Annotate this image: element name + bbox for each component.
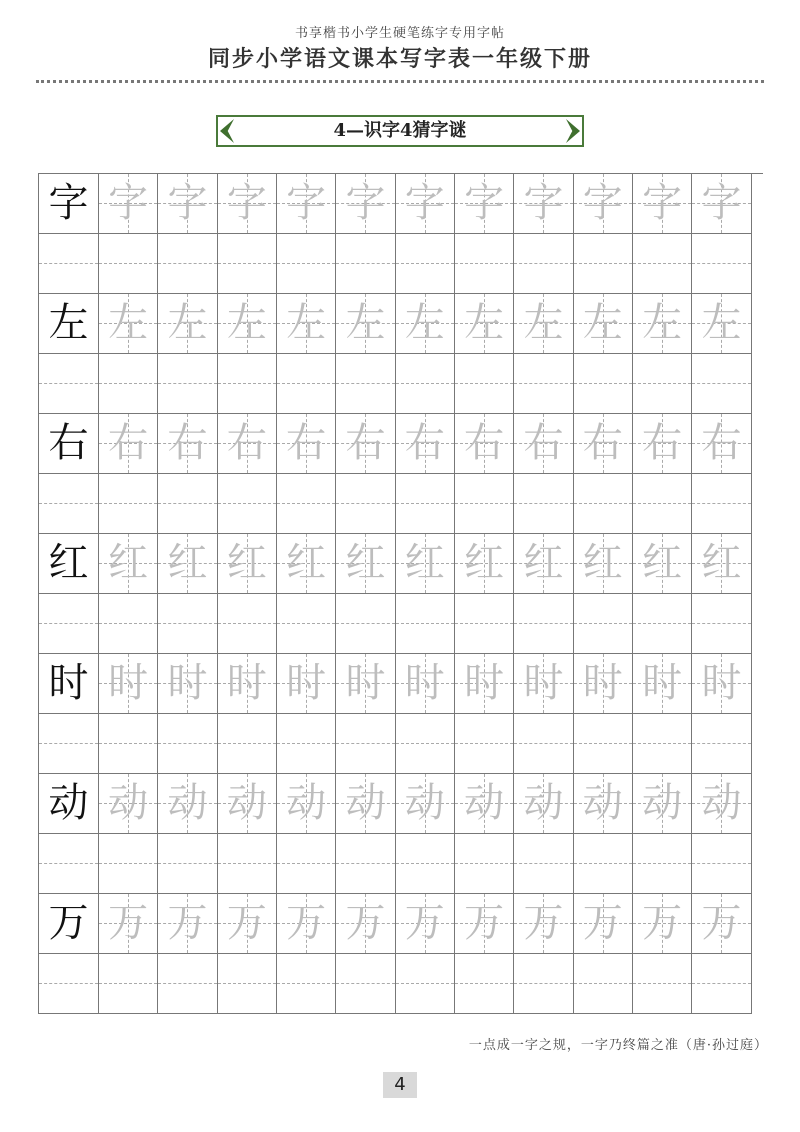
trace-character-cell[interactable] [574, 774, 633, 834]
lesson-title: 4—识字4猜字谜 [333, 120, 467, 141]
trace-character-cell[interactable] [218, 774, 277, 834]
blank-writing-cell[interactable] [633, 594, 692, 655]
blank-writing-cell[interactable] [574, 234, 633, 295]
trace-character-cell[interactable] [574, 294, 633, 354]
blank-writing-cell[interactable] [692, 954, 751, 1015]
trace-character-cell[interactable] [514, 294, 573, 354]
trace-character: 时 [523, 660, 564, 707]
trace-character-cell[interactable] [396, 534, 455, 594]
blank-writing-cell[interactable] [218, 354, 277, 415]
blank-writing-cell[interactable] [574, 594, 633, 655]
trace-character: 左 [345, 300, 386, 347]
trace-character-cell[interactable] [455, 414, 514, 474]
blank-writing-cell[interactable] [514, 954, 573, 1015]
trace-character-cell[interactable] [692, 294, 751, 354]
model-character: 时 [48, 660, 89, 707]
trace-character: 时 [108, 660, 149, 707]
trace-character: 万 [642, 900, 683, 947]
blank-writing-cell[interactable] [514, 234, 573, 295]
model-character-cell [39, 894, 99, 954]
character-row [39, 294, 763, 354]
trace-character: 左 [404, 300, 445, 347]
trace-character: 万 [582, 900, 623, 947]
blank-writing-cell[interactable] [633, 234, 692, 295]
trace-character: 右 [345, 420, 386, 467]
trace-character: 动 [226, 780, 267, 827]
trace-character: 时 [345, 660, 386, 707]
trace-character-cell[interactable] [692, 774, 751, 834]
blank-writing-cell[interactable] [396, 834, 455, 895]
blank-writing-cell[interactable] [158, 834, 217, 895]
trace-character: 时 [286, 660, 327, 707]
trace-character: 动 [286, 780, 327, 827]
trace-character-cell[interactable] [455, 774, 514, 834]
blank-writing-cell[interactable] [277, 834, 336, 895]
trace-character-cell[interactable] [633, 294, 692, 354]
trace-character: 红 [642, 540, 683, 587]
trace-character: 动 [345, 780, 386, 827]
trace-character-cell[interactable] [218, 174, 277, 234]
trace-character: 万 [701, 900, 742, 947]
trace-character: 字 [345, 180, 386, 227]
trace-character-cell[interactable] [692, 414, 751, 474]
blank-writing-cell[interactable] [277, 354, 336, 415]
trace-character: 万 [108, 900, 149, 947]
trace-character: 红 [345, 540, 386, 587]
trace-character: 左 [108, 300, 149, 347]
trace-character-cell[interactable] [277, 174, 336, 234]
model-character-cell [39, 294, 99, 354]
trace-character: 左 [523, 300, 564, 347]
trace-character: 红 [286, 540, 327, 587]
blank-practice-row [39, 474, 763, 535]
model-character-cell [39, 774, 99, 834]
blank-writing-cell[interactable] [692, 474, 751, 535]
trace-character: 万 [523, 900, 564, 947]
blank-writing-cell[interactable] [455, 234, 514, 295]
blank-writing-cell[interactable] [336, 594, 395, 655]
trace-character: 右 [226, 420, 267, 467]
trace-character-cell[interactable] [692, 894, 751, 954]
trace-character-cell[interactable] [99, 654, 158, 714]
trace-character-cell[interactable] [218, 894, 277, 954]
trace-character-cell[interactable] [277, 294, 336, 354]
trace-character-cell[interactable] [158, 654, 217, 714]
character-row [39, 654, 763, 714]
trace-character-cell[interactable] [158, 894, 217, 954]
model-character: 右 [48, 420, 89, 467]
blank-writing-cell[interactable] [574, 954, 633, 1015]
blank-writing-cell[interactable] [514, 714, 573, 775]
page-title: 同步小学语文课本写字表一年级下册 [207, 46, 592, 72]
trace-character: 万 [226, 900, 267, 947]
trace-character-cell[interactable] [633, 174, 692, 234]
trace-character: 左 [286, 300, 327, 347]
model-character: 红 [48, 540, 89, 587]
trace-character-cell[interactable] [336, 414, 395, 474]
trace-character: 右 [404, 420, 445, 467]
blank-writing-cell[interactable] [396, 954, 455, 1015]
trace-character: 红 [167, 540, 208, 587]
blank-writing-cell[interactable] [455, 714, 514, 775]
blank-writing-cell[interactable] [99, 234, 158, 295]
trace-character: 右 [286, 420, 327, 467]
trace-character-cell[interactable] [633, 654, 692, 714]
trace-character: 时 [167, 660, 208, 707]
trace-character: 红 [523, 540, 564, 587]
blank-writing-cell[interactable] [39, 954, 99, 1015]
blank-writing-cell[interactable] [158, 714, 217, 775]
blank-writing-cell[interactable] [39, 594, 99, 655]
blank-writing-cell[interactable] [692, 594, 751, 655]
blank-writing-cell[interactable] [574, 474, 633, 535]
trace-character: 右 [464, 420, 505, 467]
blank-writing-cell[interactable] [514, 354, 573, 415]
trace-character-cell[interactable] [99, 414, 158, 474]
blank-practice-row [39, 714, 763, 775]
trace-character-cell[interactable] [574, 414, 633, 474]
character-row [39, 174, 763, 234]
trace-character-cell[interactable] [455, 894, 514, 954]
trace-character-cell[interactable] [514, 414, 573, 474]
trace-character-cell[interactable] [396, 894, 455, 954]
trace-character: 时 [226, 660, 267, 707]
blank-writing-cell[interactable] [99, 594, 158, 655]
blank-writing-cell[interactable] [99, 954, 158, 1015]
blank-writing-cell[interactable] [514, 474, 573, 535]
trace-character: 右 [523, 420, 564, 467]
blank-writing-cell[interactable] [633, 714, 692, 775]
trace-character-cell[interactable] [336, 294, 395, 354]
header-divider [36, 80, 764, 83]
blank-writing-cell[interactable] [336, 354, 395, 415]
blank-writing-cell[interactable] [218, 234, 277, 295]
blank-writing-cell[interactable] [633, 474, 692, 535]
character-row [39, 894, 763, 954]
trace-character-cell[interactable] [455, 294, 514, 354]
trace-character-cell[interactable] [514, 654, 573, 714]
trace-character-cell[interactable] [158, 534, 217, 594]
trace-character-cell[interactable] [158, 774, 217, 834]
blank-writing-cell[interactable] [277, 594, 336, 655]
trace-character: 动 [464, 780, 505, 827]
trace-character-cell[interactable] [692, 534, 751, 594]
trace-character-cell[interactable] [218, 294, 277, 354]
blank-writing-cell[interactable] [158, 354, 217, 415]
banner-left-arrow-icon [220, 119, 234, 143]
trace-character: 字 [523, 180, 564, 227]
character-row [39, 534, 763, 594]
banner-right-arrow-icon [566, 119, 580, 143]
model-character: 万 [48, 900, 89, 947]
blank-writing-cell[interactable] [396, 234, 455, 295]
blank-writing-cell[interactable] [218, 954, 277, 1015]
trace-character: 时 [464, 660, 505, 707]
trace-character: 时 [642, 660, 683, 707]
blank-writing-cell[interactable] [455, 834, 514, 895]
blank-writing-cell[interactable] [574, 714, 633, 775]
trace-character-cell[interactable] [455, 534, 514, 594]
blank-writing-cell[interactable] [692, 834, 751, 895]
trace-character: 字 [108, 180, 149, 227]
blank-writing-cell[interactable] [158, 234, 217, 295]
blank-writing-cell[interactable] [99, 474, 158, 535]
trace-character-cell[interactable] [158, 294, 217, 354]
trace-character-cell[interactable] [158, 414, 217, 474]
lesson-banner [216, 115, 584, 147]
blank-writing-cell[interactable] [218, 714, 277, 775]
blank-practice-row [39, 354, 763, 415]
blank-writing-cell[interactable] [218, 834, 277, 895]
blank-writing-cell[interactable] [99, 354, 158, 415]
model-character: 左 [48, 300, 89, 347]
trace-character: 红 [226, 540, 267, 587]
blank-practice-row [39, 594, 763, 655]
trace-character-cell[interactable] [99, 294, 158, 354]
blank-writing-cell[interactable] [218, 474, 277, 535]
trace-character: 动 [582, 780, 623, 827]
trace-character-cell[interactable] [99, 774, 158, 834]
blank-writing-cell[interactable] [514, 834, 573, 895]
trace-character: 字 [226, 180, 267, 227]
trace-character: 字 [582, 180, 623, 227]
blank-writing-cell[interactable] [277, 474, 336, 535]
trace-character: 右 [642, 420, 683, 467]
trace-character-cell[interactable] [277, 414, 336, 474]
trace-character: 字 [286, 180, 327, 227]
blank-practice-row [39, 234, 763, 295]
trace-character: 红 [464, 540, 505, 587]
trace-character-cell[interactable] [396, 294, 455, 354]
blank-writing-cell[interactable] [396, 594, 455, 655]
blank-writing-cell[interactable] [336, 234, 395, 295]
trace-character-cell[interactable] [633, 774, 692, 834]
blank-writing-cell[interactable] [39, 474, 99, 535]
trace-character-cell[interactable] [396, 174, 455, 234]
trace-character: 万 [404, 900, 445, 947]
blank-writing-cell[interactable] [692, 714, 751, 775]
trace-character-cell[interactable] [336, 894, 395, 954]
trace-character-cell[interactable] [574, 894, 633, 954]
blank-writing-cell[interactable] [633, 954, 692, 1015]
trace-character-cell[interactable] [99, 174, 158, 234]
trace-character: 左 [226, 300, 267, 347]
trace-character: 右 [167, 420, 208, 467]
blank-writing-cell[interactable] [39, 234, 99, 295]
trace-character-cell[interactable] [218, 414, 277, 474]
model-character-cell [39, 414, 99, 474]
trace-character-cell[interactable] [455, 174, 514, 234]
blank-writing-cell[interactable] [39, 834, 99, 895]
trace-character: 动 [108, 780, 149, 827]
trace-character: 左 [701, 300, 742, 347]
blank-writing-cell[interactable] [336, 954, 395, 1015]
trace-character-cell[interactable] [514, 174, 573, 234]
blank-writing-cell[interactable] [158, 594, 217, 655]
character-row [39, 774, 763, 834]
trace-character: 动 [523, 780, 564, 827]
blank-writing-cell[interactable] [277, 234, 336, 295]
trace-character: 红 [701, 540, 742, 587]
blank-writing-cell[interactable] [455, 474, 514, 535]
blank-writing-cell[interactable] [514, 594, 573, 655]
blank-writing-cell[interactable] [158, 954, 217, 1015]
trace-character-cell[interactable] [336, 774, 395, 834]
blank-writing-cell[interactable] [218, 594, 277, 655]
blank-writing-cell[interactable] [692, 234, 751, 295]
model-character: 字 [48, 180, 89, 227]
trace-character: 红 [108, 540, 149, 587]
trace-character-cell[interactable] [692, 174, 751, 234]
blank-writing-cell[interactable] [455, 954, 514, 1015]
trace-character: 左 [464, 300, 505, 347]
blank-practice-row [39, 954, 763, 1015]
trace-character-cell[interactable] [514, 774, 573, 834]
trace-character-cell[interactable] [277, 774, 336, 834]
blank-writing-cell[interactable] [574, 834, 633, 895]
trace-character: 时 [701, 660, 742, 707]
trace-character: 红 [404, 540, 445, 587]
trace-character-cell[interactable] [633, 534, 692, 594]
trace-character-cell[interactable] [277, 894, 336, 954]
trace-character: 时 [404, 660, 445, 707]
trace-character-cell[interactable] [574, 654, 633, 714]
trace-character: 左 [642, 300, 683, 347]
trace-character: 字 [404, 180, 445, 227]
trace-character: 左 [582, 300, 623, 347]
blank-writing-cell[interactable] [277, 954, 336, 1015]
page-number: 4 [383, 1072, 417, 1098]
trace-character-cell[interactable] [158, 174, 217, 234]
trace-character-cell[interactable] [277, 534, 336, 594]
trace-character: 万 [345, 900, 386, 947]
model-character-cell [39, 654, 99, 714]
blank-writing-cell[interactable] [277, 714, 336, 775]
trace-character-cell[interactable] [514, 534, 573, 594]
trace-character-cell[interactable] [514, 894, 573, 954]
blank-writing-cell[interactable] [396, 354, 455, 415]
trace-character: 万 [167, 900, 208, 947]
trace-character-cell[interactable] [99, 894, 158, 954]
trace-character-cell[interactable] [633, 894, 692, 954]
trace-character: 字 [701, 180, 742, 227]
blank-writing-cell[interactable] [99, 714, 158, 775]
model-character-cell [39, 534, 99, 594]
trace-character-cell[interactable] [692, 654, 751, 714]
blank-writing-cell[interactable] [396, 714, 455, 775]
blank-writing-cell[interactable] [336, 474, 395, 535]
blank-writing-cell[interactable] [455, 594, 514, 655]
trace-character: 万 [464, 900, 505, 947]
blank-writing-cell[interactable] [396, 474, 455, 535]
blank-writing-cell[interactable] [39, 354, 99, 415]
trace-character: 右 [701, 420, 742, 467]
blank-practice-row [39, 834, 763, 895]
trace-character: 左 [167, 300, 208, 347]
trace-character: 字 [167, 180, 208, 227]
blank-writing-cell[interactable] [692, 354, 751, 415]
trace-character-cell[interactable] [396, 654, 455, 714]
trace-character: 动 [167, 780, 208, 827]
trace-character-cell[interactable] [633, 414, 692, 474]
trace-character-cell[interactable] [455, 654, 514, 714]
trace-character-cell[interactable] [277, 654, 336, 714]
practice-grid [38, 173, 763, 1014]
trace-character: 右 [582, 420, 623, 467]
blank-writing-cell[interactable] [99, 834, 158, 895]
blank-writing-cell[interactable] [574, 354, 633, 415]
trace-character-cell[interactable] [574, 174, 633, 234]
trace-character-cell[interactable] [218, 534, 277, 594]
model-character: 动 [48, 780, 89, 827]
trace-character: 动 [642, 780, 683, 827]
blank-writing-cell[interactable] [455, 354, 514, 415]
trace-character-cell[interactable] [336, 174, 395, 234]
trace-character: 字 [464, 180, 505, 227]
trace-character: 动 [701, 780, 742, 827]
trace-character: 时 [582, 660, 623, 707]
book-subtitle: 书享楷书小学生硬笔练字专用字帖 [294, 26, 505, 41]
trace-character-cell[interactable] [218, 654, 277, 714]
trace-character: 动 [404, 780, 445, 827]
trace-character-cell[interactable] [574, 534, 633, 594]
trace-character-cell[interactable] [336, 654, 395, 714]
calligraphy-quote: 一点成一字之规，一字乃终篇之准（唐·孙过庭） [468, 1038, 768, 1053]
blank-writing-cell[interactable] [336, 714, 395, 775]
trace-character: 红 [582, 540, 623, 587]
blank-writing-cell[interactable] [158, 474, 217, 535]
trace-character-cell[interactable] [99, 534, 158, 594]
model-character-cell [39, 174, 99, 234]
blank-writing-cell[interactable] [336, 834, 395, 895]
blank-writing-cell[interactable] [633, 834, 692, 895]
blank-writing-cell[interactable] [633, 354, 692, 415]
blank-writing-cell[interactable] [39, 714, 99, 775]
trace-character-cell[interactable] [396, 414, 455, 474]
trace-character: 右 [108, 420, 149, 467]
character-row [39, 414, 763, 474]
trace-character: 万 [286, 900, 327, 947]
trace-character: 字 [642, 180, 683, 227]
trace-character-cell[interactable] [396, 774, 455, 834]
trace-character-cell[interactable] [336, 534, 395, 594]
